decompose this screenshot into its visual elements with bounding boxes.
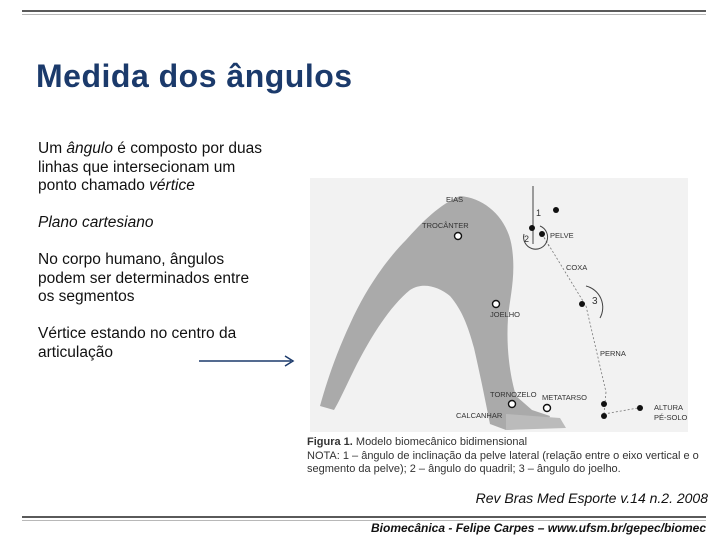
- label-angle-2: 2: [524, 234, 530, 244]
- paragraph-cartesian-plane: Plano cartesiano: [38, 214, 154, 231]
- label-trocanter: TROCÂNTER: [422, 221, 469, 230]
- top-rule: [22, 10, 706, 12]
- label-perna: PERNA: [600, 349, 626, 358]
- label-metatarso: METATARSO: [542, 393, 587, 402]
- figure-note: NOTA: 1 – ângulo de inclinação da pelve lateral (relação entre o eixo vertical e o segmento da pelve); 2 – ângulo do quadril; 3 – ângulo do joelho.: [307, 449, 699, 475]
- angle-term: ângulo: [66, 140, 113, 157]
- label-pelve: PELVE: [550, 231, 574, 240]
- slide-title: Medida dos ângulos: [36, 58, 353, 94]
- citation: Rev Bras Med Esporte v.14 n.2. 2008: [475, 490, 708, 506]
- bottom-rule: [22, 516, 706, 518]
- label-pe-solo: PÉ-SOLO: [654, 413, 688, 422]
- leg-model-diagram: [310, 178, 688, 432]
- paragraph-vertex-joint: Vértice estando no centro da articulação: [38, 325, 237, 361]
- label-joelho: JOELHO: [490, 310, 521, 319]
- label-coxa: COXA: [566, 263, 588, 272]
- label-angle-3: 3: [592, 296, 598, 307]
- label-calcanhar: CALCANHAR: [456, 411, 503, 420]
- pointer-arrow: [197, 354, 297, 368]
- figure-title: Modelo biomecânico bidimensional: [352, 436, 528, 448]
- label-tornozelo: TORNOZELO: [490, 390, 537, 399]
- body-text: [38, 140, 268, 362]
- figure-number: Figura 1.: [307, 436, 353, 448]
- paragraph-human-body: No corpo humano, ângulos podem ser determinados entre os segmentos: [38, 251, 250, 305]
- label-eias: EIAS: [446, 195, 464, 204]
- biomechanical-figure: [310, 178, 688, 432]
- footer-credit: Biomecânica - Felipe Carpes – www.ufsm.br/gepec/biomec: [371, 521, 706, 535]
- paragraph-angle-definition: Um ângulo é composto por duas linhas que intersecionam um ponto chamado vértice: [38, 140, 263, 194]
- label-altura: ALTURA: [654, 403, 684, 412]
- label-angle-1: 1: [536, 208, 542, 218]
- top-rule-thin: [22, 14, 706, 15]
- figure-caption: [307, 436, 707, 477]
- vertex-term: vértice: [149, 177, 195, 194]
